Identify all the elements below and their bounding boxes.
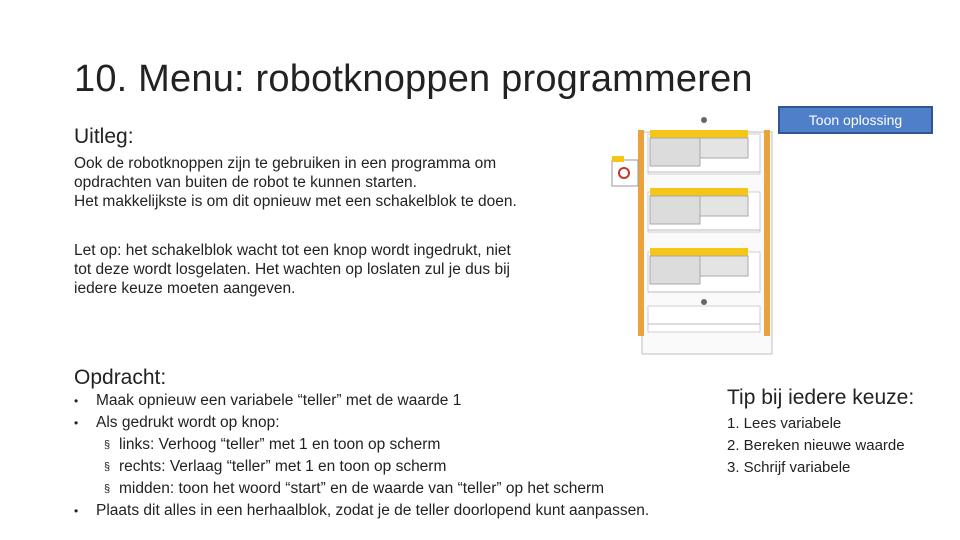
switch-left-bar [638,130,644,336]
list-item: • Plaats dit alles in een herhaalblok, zodat je de teller doorlopend kunt aanpassen. [74,500,649,522]
brick-button-switch-block [612,156,638,186]
list-item: 1. Lees variabele [727,415,842,432]
uitleg-line: Ook de robotknoppen zijn te gebruiken in een programma om [74,155,497,172]
list-item: • Als gedrukt wordt op knop: [74,412,649,434]
case-lane-3 [648,248,760,292]
uitleg-line: tot deze wordt losgelaten. Het wachten op loslaten zul je dus bij [74,261,510,278]
list-item: 2. Bereken nieuwe waarde [727,437,905,454]
show-solution-button[interactable]: Toon oplossing [778,106,933,134]
list-item: § links: Verhoog “teller” met 1 en toon op scherm [74,434,649,456]
tip-list [727,413,905,479]
switch-block-program-image [608,106,778,356]
case-lane-2 [648,188,760,232]
list-item: 3. Schrijf variabele [727,459,851,476]
uitleg-line: iedere keuze moeten aangeven. [74,280,296,297]
page-title: 10. Menu: robotknoppen programmeren [74,58,753,100]
uitleg-heading: Uitleg: [74,125,134,148]
opdracht-list [74,390,649,522]
uitleg-paragraph-2 [74,241,511,298]
uitleg-line: Het makkelijkste is om dit opnieuw met een schakelblok te doen. [74,193,517,210]
switch-right-bar [764,130,770,336]
tip-heading: Tip bij iedere keuze: [727,386,915,409]
list-item: § rechts: Verlaag “teller” met 1 en toon op scherm [74,456,649,478]
list-item: • Maak opnieuw een variabele “teller” met de waarde 1 [74,390,649,412]
uitleg-line: opdrachten van buiten de robot te kunnen starten. [74,174,417,191]
uitleg-paragraph-1 [74,154,517,211]
list-item: § midden: toon het woord “start” en de waarde van “teller” op het scherm [74,478,649,500]
opdracht-heading: Opdracht: [74,366,167,389]
case-lane-1 [648,117,760,174]
uitleg-line: Let op: het schakelblok wacht tot een knop wordt ingedrukt, niet [74,242,511,259]
